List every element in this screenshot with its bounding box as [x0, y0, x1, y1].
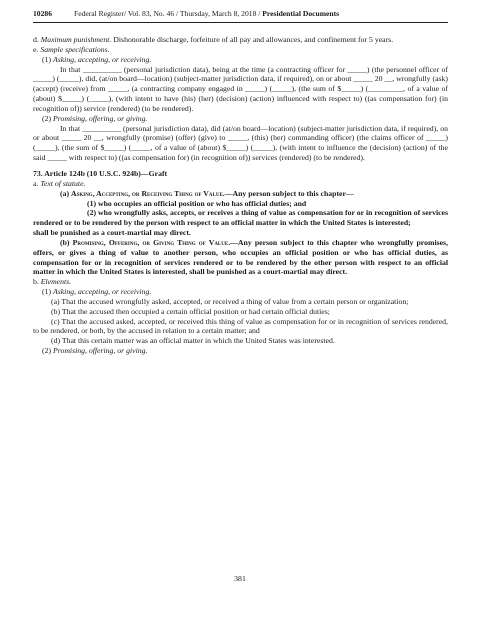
para-e1-label: (1) [42, 54, 53, 64]
element-b: (b) That the accused then occupied a certain official position or had certain official duties; [51, 306, 330, 316]
para-e-label: e. [33, 44, 41, 54]
para-a-label: a. [33, 178, 41, 188]
statute-a-label: (a) [60, 188, 71, 198]
para-b2-heading [33, 346, 448, 356]
para-b2-title: Promising, offering, or giving. [52, 346, 148, 356]
statute-a2: (2) who wrongfully asks, accepts, or receives a thing of value as compensation for or in recognition of services rendered or to be rendered by the person with respect to an official matter in which the United States is interested; [33, 208, 448, 228]
element-c: (c) That the accused asked, accepted, or received this thing of value as compensation for or in recognition of services rendered, to be rendered, or both, by the accused in relation to a certain matter; and [33, 316, 448, 336]
statute-a [33, 189, 448, 199]
para-b2-label: (2) [42, 346, 53, 356]
para-e1-title: Asking, accepting, or receiving. [52, 54, 152, 64]
para-b-title: Elements. [40, 277, 72, 287]
statute-a1: (1) who occupies an official position or who has official duties; and [87, 198, 307, 208]
para-b1-heading [33, 287, 448, 297]
para-a [33, 179, 448, 189]
statute-b-text: —Any person subject to this chapter who wrongfully promises, offers, or gives a thing of value to another person, who occupies an official position or who has official duties, as compensation for or in recognition of services rendered or to be rendered by the other person with respect to an official matter in which the United States is interested, shall be punished as a court-martial may direct. [33, 237, 449, 277]
element-d: (d) That this certain matter was an official matter in which the United States was interested. [51, 336, 335, 346]
statute-b-title: Promising, Offering, or Giving Thing of Value. [72, 237, 231, 247]
para-b1-label: (1) [42, 287, 53, 297]
para-b1-title: Asking, accepting, or receiving. [52, 287, 152, 297]
para-e2-label: (2) [42, 113, 53, 123]
header-page-number: 10286 [33, 9, 52, 18]
para-e2-text: In that __________ (personal jurisdiction data), did (at/on board—location) (subject-matter jurisdiction data, if required), on or about _____ 20 __, wrongfully (promise) (offer) (give) to _____, (this) (her) commanding officer) (the claims officer of _____) (_____), (the sum of $_____) (_____, of a value of (about) $_____) (_____), (with intent to influence the (decision) (action) of the said _____ with respect to) ((as compensation for) (in recognition of)) services (rendered) (to be rendered). [33, 123, 448, 163]
statute-a-title: Asking, Accepting, or Receiving Thing of Value. [70, 188, 225, 198]
document-body [33, 35, 448, 356]
para-d [33, 35, 448, 45]
para-d-label: d. [33, 35, 41, 44]
page-header [33, 9, 448, 19]
header-details: / Vol. 83, No. 46 / Thursday, March 8, 2018 / [123, 9, 263, 18]
statute-b [33, 238, 448, 277]
para-e1-text: In that __________ (personal jurisdiction data), being at the time (a contracting officer for _____) (the personnel officer of _____) (_____), did, (at/on board—location) (subject-matter jurisdiction data, if required), on or about _____ 20 __, wrongfully (ask) (accept) (receive) from _____, (a contracting company engaged in _____) (_____), (the sum of $_____) (_________, of a value of (about) $_____) (_____), (with intent to have (his) (her) (decision) (action) influenced with respect to) ((as compensation for) (in recognition of)) service (rendered) (to be rendered). [33, 64, 448, 113]
para-b-label: b. [33, 277, 41, 287]
header-section: Presidential Documents [262, 9, 340, 18]
para-e [33, 45, 448, 55]
header-rule [33, 22, 448, 23]
statute-a-text: —Any person subject to this chapter— [224, 188, 354, 198]
para-d-text: Dishonorable discharge, forfeiture of all pay and allowances, and confinement for 5 years. [111, 35, 394, 44]
para-e1-heading [33, 55, 448, 65]
para-d-title: Maximum punishment. [40, 35, 112, 44]
article-heading: 73. Article 124b (10 U.S.C. 924b)—Graft [33, 168, 168, 178]
statute-a-close: shall be punished as a court-martial may direct. [33, 228, 191, 238]
para-e2-heading [33, 114, 448, 124]
para-e2-title: Promising, offering, or giving. [52, 113, 148, 123]
page-folio: 381 [234, 574, 246, 583]
para-b [33, 277, 448, 287]
statute-b-label: (b) [60, 237, 73, 247]
para-a-title: Text of statute. [40, 178, 86, 188]
element-a: (a) That the accused wrongfully asked, accepted, or received a thing of value from a certain person or organization; [51, 296, 409, 306]
header-publication: Federal Register [73, 9, 124, 18]
para-e-title: Sample specifications. [40, 44, 110, 54]
